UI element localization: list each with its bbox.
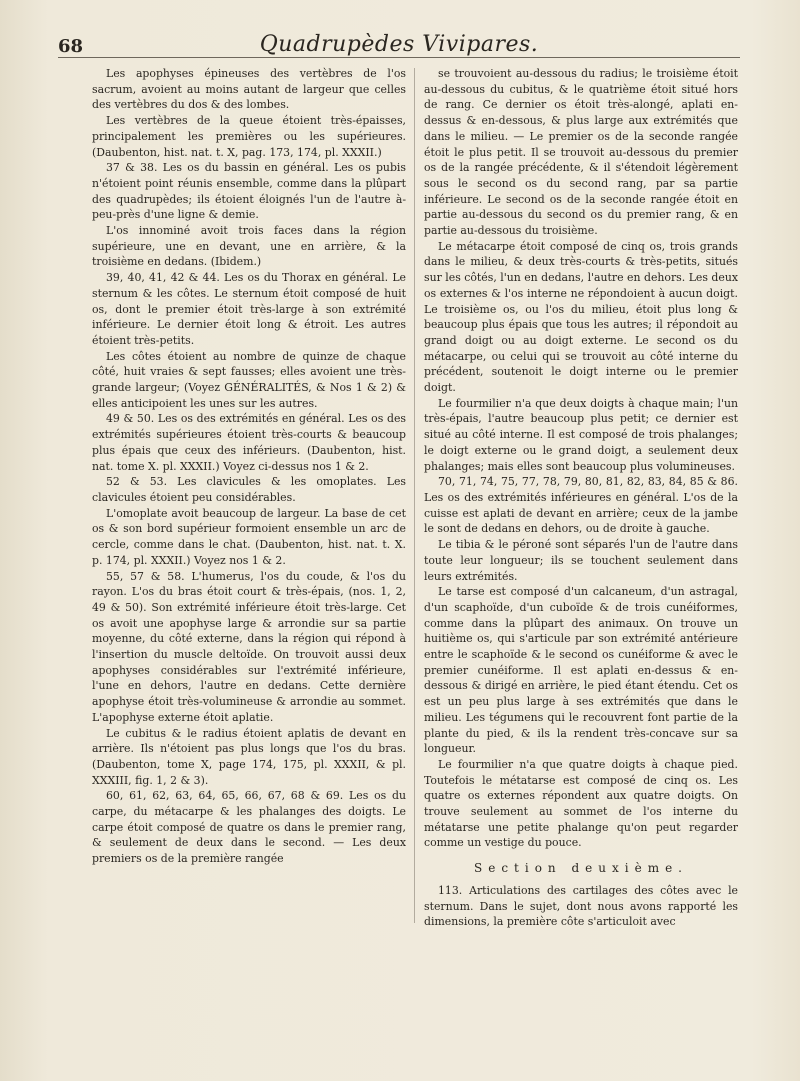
paragraph: 113. Articulations des cartilages des côtes avec le sternum. Dans le sujet, dont nous avons rapporté les dimensions, la première côte s'articuloit avec bbox=[424, 883, 738, 929]
paragraph: 55, 57 & 58. L'humerus, l'os du coude, & l'os du rayon. L'os du bras étoit court & très-épais, (nos. 1, 2, 49 & 50). Son extrémité inférieure étoit très-large. Cet os avoit une apophyse large & arrondie sur sa partie moyenne, du côté externe, dans la région qui répond à l'insertion du muscle deltoïde. On trouvoit aussi deux apophyses considérables sur l'extrémité inférieure, l'une en dehors, l'autre en dedans. Cette dernière apophyse étoit très-volumineuse & arrondie au sommet. L'apophyse externe étoit aplatie. bbox=[92, 569, 406, 724]
paragraph: 49 & 50. Les os des extrémités en général. Les os des extrémités supérieures étoient très-courts & beaucoup plus épais que ceux des inférieurs. (Daubenton, hist. nat. tome X. pl. XXXII.) Voyez ci-dessus nos 1 & 2. bbox=[92, 412, 406, 473]
left-column bbox=[92, 66, 406, 867]
paragraph: 39, 40, 41, 42 & 44. Les os du Thorax en général. Le sternum & les côtes. Le sternum étoit composé de huit os, dont le premier étoit très-large à son extrémité inférieure. Le dernier étoit long & étroit. Les autres étoient très-petits. bbox=[92, 271, 406, 347]
paragraph: Le tibia & le péroné sont séparés l'un de l'autre dans toute leur longueur; ils se touchent seulement dans leurs extrémités. bbox=[424, 538, 738, 583]
paragraph: L'omoplate avoit beaucoup de largeur. La base de cet os & son bord supérieur formoient ensemble un arc de cercle, comme dans le chat. (Daubenton, hist. nat. t. X. p. 174, pl. XXXII.) Voyez nos 1 & 2. bbox=[92, 506, 406, 567]
paragraph: Les côtes étoient au nombre de quinze de chaque côté, huit vraies & sept fausses; elles avoient une très-grande largeur; (Voyez GÉNÉRALITÉS, & Nos 1 & 2) & elles anticipoient les unes sur les autres. bbox=[92, 349, 406, 410]
right-column bbox=[424, 66, 738, 930]
paragraph: Les vertèbres de la queue étoient très-épaisses, principalement les premières ou les supérieures. (Daubenton, hist. nat. t. X, pag. 173, 174, pl. XXXII.) bbox=[92, 114, 406, 159]
page-header bbox=[58, 30, 740, 60]
paragraph: Les apophyses épineuses des vertèbres de l'os sacrum, avoient au moins autant de largeur que celles des vertèbres du dos & des lombes. bbox=[92, 67, 406, 112]
running-title: Quadrupèdes Vivipares. bbox=[259, 32, 539, 57]
paragraph: se trouvoient au-dessous du radius; le troisième étoit au-dessous du cubitus, & le quatrième étoit situé hors de rang. Ce dernier os étoit très-alongé, aplati en-dessus & en-dessous, & plus large aux extrémités que dans le milieu. — Le premier os de la seconde rangée étoit le plus petit. Il se trouvoit au-dessous du premier os de la rangée précédente, & il s'étendoit légèrement sous le second os du second rang, par sa partie inférieure. Le second os de la seconde rangée étoit en partie au-dessous du second os du premier rang, & en partie au-dessous du troisième. bbox=[424, 67, 738, 238]
paragraph: 37 & 38. Les os du bassin en général. Les os pubis n'étoient point réunis ensemble, comme dans la plûpart des quadrupèdes; ils étoient éloignés l'un de l'autre à-peu-près d'une ligne & demie. bbox=[92, 161, 406, 222]
paragraph: Le tarse est composé d'un calcaneum, d'un astragal, d'un scaphoïde, d'un cuboïde & de trois cunéiformes, comme dans la plûpart des animaux. On trouve un huitième os, qui s'articule par son extrémité antérieure entre le scaphoïde & le second os cunéiforme & avec le premier cunéiforme. Il est aplati en-dessus & en-dessous & dirigé en arrière, le pied étant étendu. Cet os est un peu plus large à ses extrémités que dans le milieu. Les tégumens qui le recouvrent font partie de la plante du pied, & ils la rendent très-concave sur sa longueur. bbox=[424, 585, 738, 756]
paragraph: Le métacarpe étoit composé de cinq os, trois grands dans le milieu, & deux très-courts & très-petits, situés sur les côtés, l'un en dedans, l'autre en dehors. Les deux os externes & l'os interne ne répondoient à aucun doigt. Le troisième os, ou l'os du milieu, étoit plus long & beaucoup plus épais que tous les autres; il répondoit au grand doigt ou au doigt externe. Le second os du métacarpe, ou celui qui se trouvoit au côté interne du précédent, soutenoit le doigt interne ou le premier doigt. bbox=[424, 239, 738, 395]
paragraph: 60, 61, 62, 63, 64, 65, 66, 67, 68 & 69. Les os du carpe, du métacarpe & les phalanges des doigts. Le carpe étoit composé de quatre os dans le premier rang, & seulement de deux dans le second. — Les deux premiers os de la première rangée bbox=[92, 789, 406, 866]
column-divider bbox=[414, 68, 415, 923]
section-heading: Section deuxième. bbox=[474, 861, 688, 876]
header-rule bbox=[58, 57, 740, 58]
paragraph: Le fourmilier n'a que deux doigts à chaque main; l'un très-épais, l'autre beaucoup plus petit; ce dernier est situé au côté interne. Il est composé de trois phalanges; le doigt externe ou le grand doigt, a seulement deux phalanges; mais elles sont beaucoup plus volumineuses. bbox=[424, 396, 738, 473]
paragraph: Le cubitus & le radius étoient aplatis de devant en arrière. Ils n'étoient pas plus longs que l'os du bras. (Daubenton, tome X, page 174, 175, pl. XXXII, & pl. XXXIII, fig. 1, 2 & 3). bbox=[92, 726, 406, 787]
paragraph: 70, 71, 74, 75, 77, 78, 79, 80, 81, 82, 83, 84, 85 & 86. Les os des extrémités inférieures en général. L'os de la cuisse est aplati de devant en arrière; ceux de la jambe le sont de dedans en dehors, ou de droite à gauche. bbox=[424, 475, 738, 536]
paragraph: Le fourmilier n'a que quatre doigts à chaque pied. Toutefois le métatarse est composé de cinq os. Les quatre os externes répondent aux quatre doigts. On trouve seulement au sommet de l'os interne du métatarse une petite phalange qu'on peut regarder comme un vestige du pouce. bbox=[424, 757, 738, 850]
paragraph: 52 & 53. Les clavicules & les omoplates. Les clavicules étoient peu considérables. bbox=[92, 475, 406, 504]
paragraph: L'os innominé avoit trois faces dans la région supérieure, une en devant, une en arrière, & la troisième en dedans. (Ibidem.) bbox=[92, 224, 406, 269]
page-number: 68 bbox=[58, 36, 84, 57]
